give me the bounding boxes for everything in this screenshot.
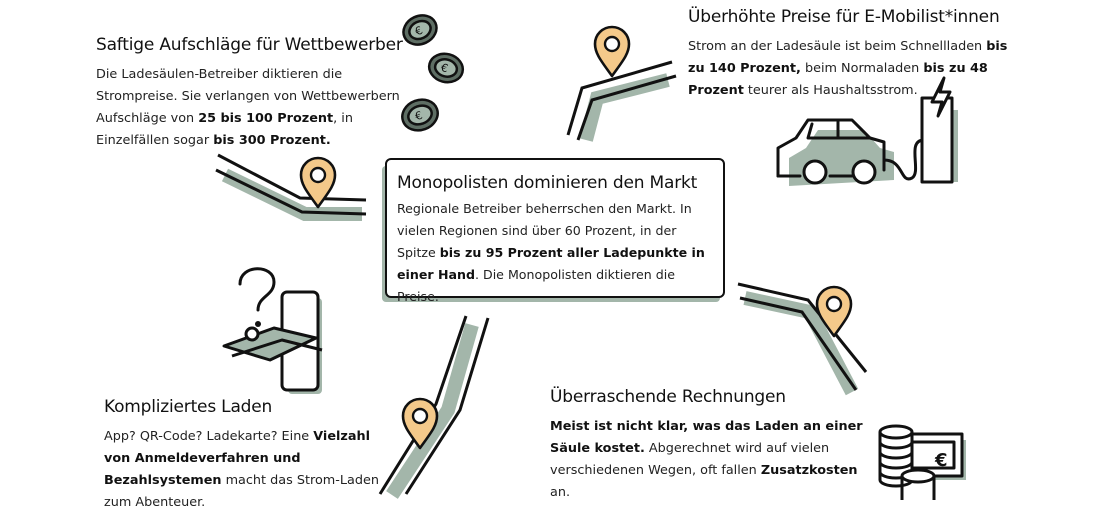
bottom-left-text: App? QR-Code? Ladekarte? Eine Vielzahl von Anmeldeverfahren und Bezahlsystemen macht das Strom-Laden zum Abenteuer. xyxy=(104,429,379,510)
center-title: Monopolisten dominieren den Markt xyxy=(397,173,698,193)
coins-banknote-icon xyxy=(880,426,966,500)
road-top-center xyxy=(568,62,676,140)
top-left-title: Saftige Aufschläge für Wettbewerber xyxy=(96,35,403,55)
info-block-bottom-right xyxy=(550,386,870,504)
road-top-left xyxy=(216,155,366,214)
euro-coins-icon xyxy=(398,10,466,135)
info-block-top-left xyxy=(96,34,406,152)
bottom-right-text: Meist ist nicht klar, was das Laden an einer Säule kostet. Abgerechnet wird auf vielen verschiedenen Wegen, oft fallen Zusatzkosten an. xyxy=(550,419,863,500)
svg-text:€: € xyxy=(413,108,425,124)
top-right-text: Strom an der Ladesäule ist beim Schnellladen bis zu 140 Prozent, beim Normaladen bis zu 48 Prozent teurer als Haushaltsstrom. xyxy=(688,39,1008,98)
svg-text:€: € xyxy=(439,60,450,76)
info-block-top-right xyxy=(688,6,1028,102)
top-left-text: Die Ladesäulen-Betreiber diktieren die Strompreise. Sie verlangen von Wettbewerbern Aufschläge von 25 bis 100 Prozent, in Einzelfällen sogar bis 300 Prozent. xyxy=(96,67,400,148)
smartphone-question-icon xyxy=(224,269,322,394)
bottom-left-title: Kompliziertes Laden xyxy=(104,397,273,417)
bottom-right-title: Überraschende Rechnungen xyxy=(550,387,786,407)
map-pin-icon xyxy=(595,27,629,76)
center-info-box xyxy=(385,158,725,304)
svg-text:€: € xyxy=(412,23,425,39)
top-right-title: Überhöhte Preise für E-Mobilist*innen xyxy=(688,7,1000,27)
svg-text:€: € xyxy=(935,450,948,471)
info-block-bottom-left xyxy=(104,396,394,514)
center-text: Regionale Betreiber beherrschen den Markt. In vielen Regionen sind über 60 Prozent, in der Spitze bis zu 95 Prozent aller Ladepunkte in einer Hand. Die Monopolisten diktieren die Preise. xyxy=(397,201,705,304)
